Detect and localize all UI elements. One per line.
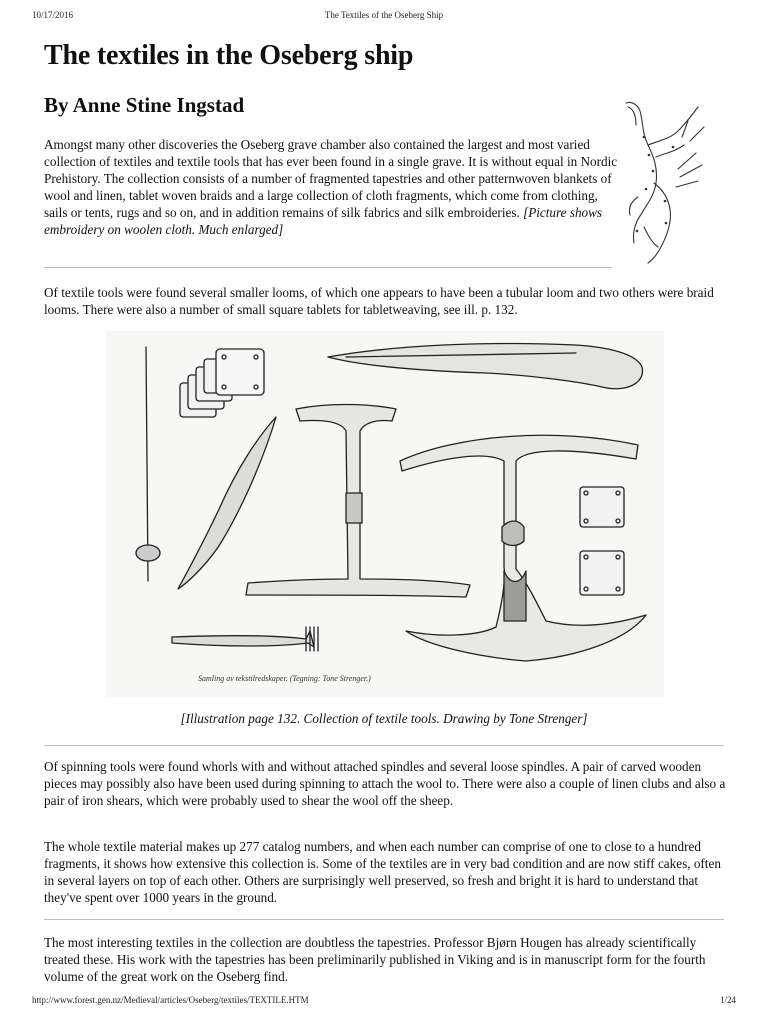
intro-note: [Picture shows embroidery on woolen cloth. Much enlarged]	[44, 205, 603, 237]
illustration-inner-caption: Samling av tekstilredskaper. (Tegning: Tone Strenger.)	[198, 674, 371, 683]
article-title: The textiles in the Oseberg ship	[44, 40, 414, 71]
illustration-caption: [Illustration page 132. Collection of textile tools. Drawing by Tone Strenger]	[180, 711, 588, 726]
spinning-paragraph: Of spinning tools were found whorls with and without attached spindles and several loose spindles. A pair of carved wooden pieces may possibly also have been used during spinning to attach the wool to. There were also a couple of linen clubs and also a pair of iron shears, which were probably used to shear the wool off the sheep.	[44, 759, 726, 808]
print-title: The Textiles of the Oseberg Ship	[324, 10, 444, 20]
intro-text: Amongst many other discoveries the Oseberg grave chamber also contained the largest and most varied collection of textiles and textile tools that has ever been found in a single grave. It is without equal in Nordic Prehistory. The collection consists of a number of fragmented tapestries and other patternwoven blankets of wool and linen, tablet woven braids and a large collection of cloth fragments, which come from clothing, sails or tents, rugs and so on, and in addition remains of silk fabrics and silk embroideries.	[44, 137, 618, 220]
material-paragraph: The whole textile material makes up 277 catalog numbers, and when each number can comprise of one to close to a hundred fragments, it shows how extensive this collection is. Some of the textiles are in very bad condition and are now stiff cakes, often in several layers on top of each other. Others are surprisingly well preserved, so fresh and bright it is hard to understand that they've spent over 1000 years in the ground.	[44, 839, 721, 905]
embroidery-image	[618, 97, 714, 265]
tapestries-paragraph: The most interesting textiles in the collection are doubtless the tapestries. Professor Bjørn Hougen has already scientifically treated these. His work with the tapestries has been preliminarily published in Viking and is in manuscript form for the fourth volume of the great work on the Oseberg find.	[44, 935, 706, 984]
source-url: http://www.forest.gen.nz/Medieval/articles/Oseberg/textiles/TEXTILE.HTM	[32, 995, 309, 1005]
divider	[44, 919, 724, 920]
page-number: 1/24	[719, 995, 736, 1005]
print-date: 10/17/2016	[32, 10, 74, 20]
tools-paragraph: Of textile tools were found several smaller looms, of which one appears to have been a tubular loom and two others were braid looms. There were also a number of small square tablets for tabletweaving, see ill. p. 132.	[44, 285, 714, 317]
divider	[44, 745, 724, 746]
textile-tools-illustration	[106, 331, 664, 697]
divider	[44, 267, 612, 268]
intro-paragraph	[44, 136, 619, 238]
article-author: By Anne Stine Ingstad	[44, 93, 245, 117]
